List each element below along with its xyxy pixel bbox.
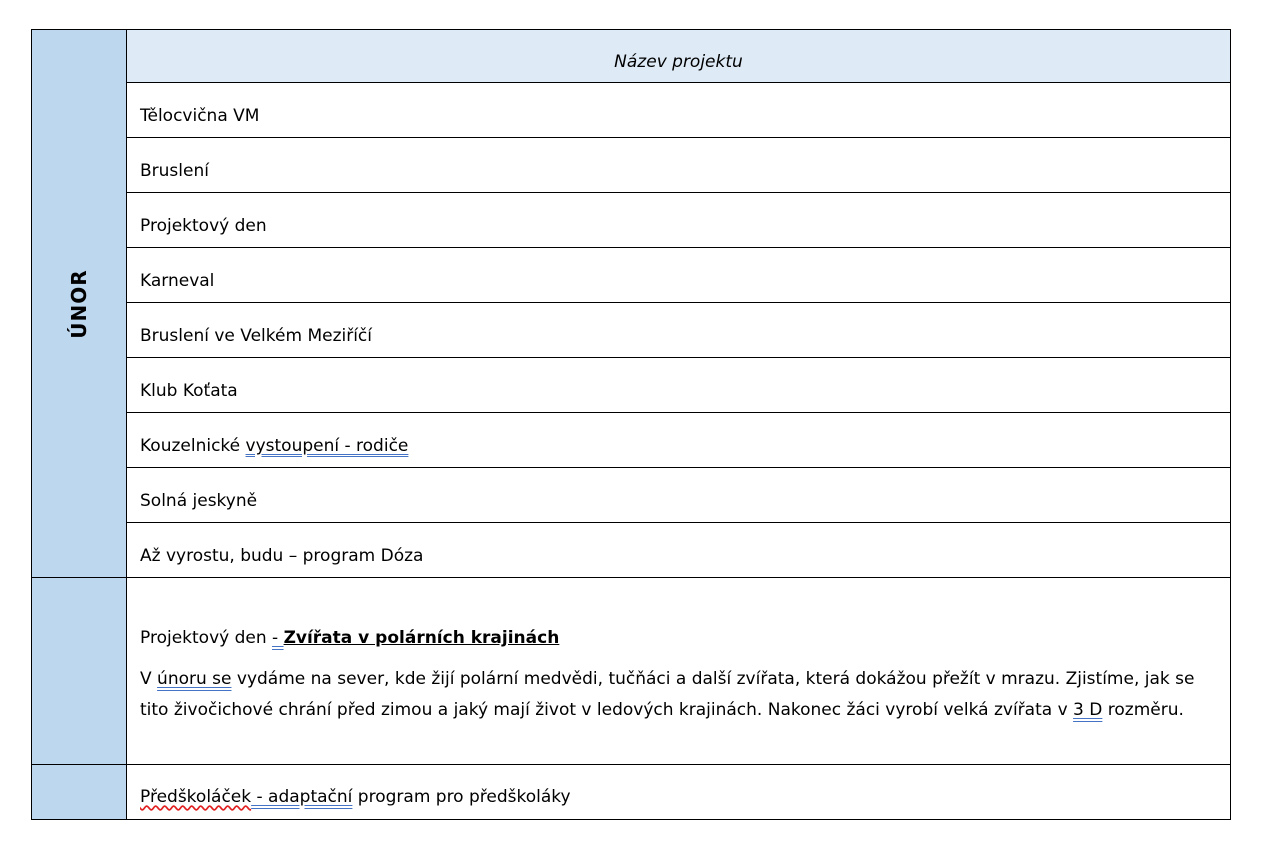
table-row [32,413,1231,468]
project-title-bold: Zvířata v polárních krajinách [283,628,560,648]
desc-marked-2: 3 D [1073,700,1103,720]
table-row [32,248,1231,303]
table-row [32,468,1231,523]
header-row [32,30,1231,83]
project-name-cell: Projektový den [127,193,1231,248]
project-title-dash: - [272,628,284,648]
project-name-cell: Klub Koťata [127,358,1231,413]
project-name-cell: Až vyrostu, budu – program Dóza [127,523,1231,578]
desc-part-1: V [140,669,158,689]
project-name-cell: Bruslení [127,138,1231,193]
project-name-cell [127,413,1231,468]
project-table [31,29,1231,820]
table-row [32,83,1231,138]
project-name-cell: Karneval [127,248,1231,303]
side-cell-blank [32,578,127,765]
project-description [140,664,1220,726]
project-name-cell [127,765,1231,820]
column-header: Název projektu [127,30,1231,83]
desc-marked-1: únoru se [157,669,232,689]
item-text: Kouzelnické [140,435,246,456]
table-row [32,138,1231,193]
last-row [32,765,1231,820]
item-text: program pro předškoláky [352,787,571,807]
month-label: ÚNOR [67,268,91,339]
spellcheck-word: Předškoláček [140,787,252,807]
project-title-prefix: Projektový den [140,628,273,648]
side-cell-blank [32,765,127,820]
desc-part-2: vydáme na sever, kde žijí polární medvědi, tučňáci a další zvířata, která dokážou přežít v mrazu. Zjistíme, jak se tito živočichové chrání před zimou a jaký mají život v ledových krajinách. Nakonec žáci vyrobí velká zvířata v [140,669,1195,720]
table-row [32,523,1231,578]
project-title [140,626,1220,650]
table-row [32,358,1231,413]
grammar-marked-text: vystoupení - rodiče [245,435,409,456]
grammar-marked-text: - adaptační [251,787,353,807]
project-name-cell: Tělocvična VM [127,83,1231,138]
desc-part-3: rozměru. [1102,700,1184,720]
project-detail-row [32,578,1231,765]
table-row [32,193,1231,248]
month-cell [32,30,127,578]
project-name-cell: Solná jeskyně [127,468,1231,523]
project-detail-cell [127,578,1231,765]
table-row [32,303,1231,358]
project-name-cell: Bruslení ve Velkém Meziříčí [127,303,1231,358]
